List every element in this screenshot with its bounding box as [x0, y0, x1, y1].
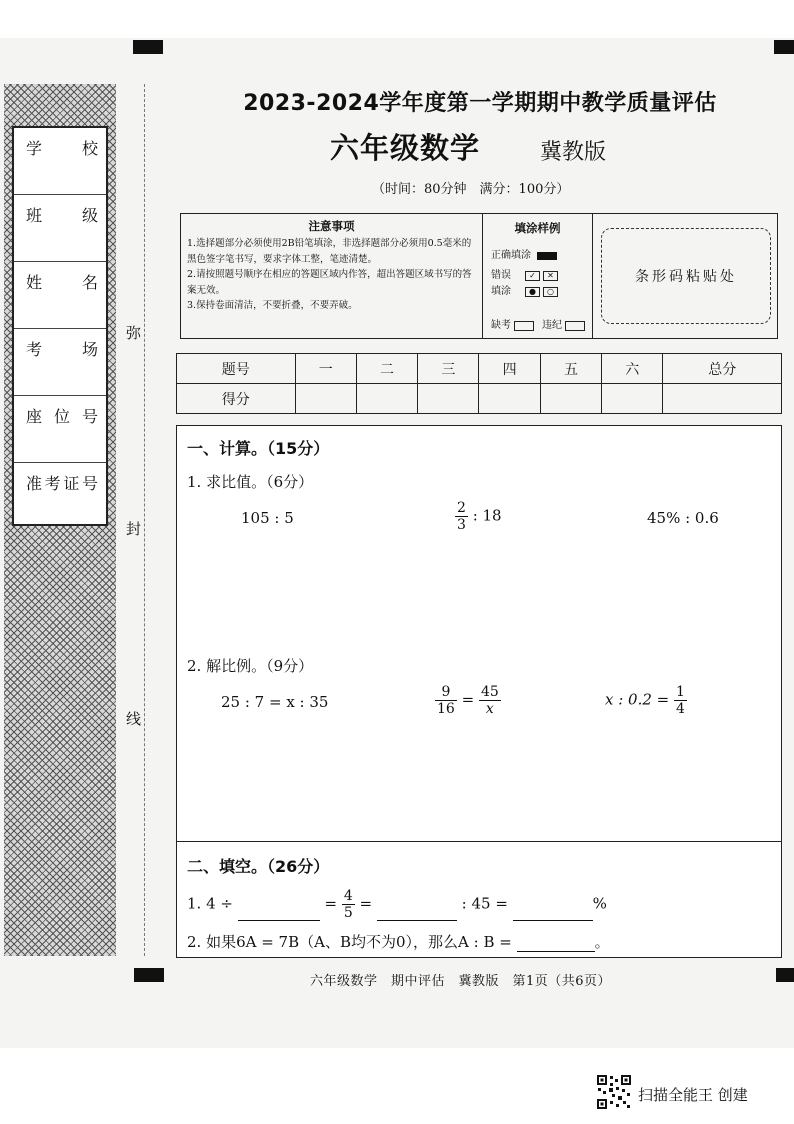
- score-header-cell: 一: [295, 354, 356, 384]
- notice-item: 2.请按照题号顺序在相应的答题区域内作答，超出答题区域书写的答案无效。: [187, 269, 472, 296]
- score-header-cell: 二: [356, 354, 417, 384]
- score-header-cell: 四: [479, 354, 540, 384]
- correct-fill-label: 正确填涂: [491, 250, 531, 261]
- score-table: [176, 353, 782, 414]
- fraction: $\frac{9}{16}$: [437, 684, 455, 717]
- fraction: $\frac{2}{3}$: [457, 500, 466, 533]
- proportion-expr-1: 25 : 7 = x : 35: [221, 693, 329, 711]
- ratio-expr-3: 45% : 0.6: [647, 509, 719, 527]
- fill-question-2: 2. 如果6A = 7B（A、B均不为0），那么A : B = 。: [187, 933, 610, 951]
- violation-label: 违纪: [542, 320, 562, 331]
- score-cell[interactable]: [602, 384, 663, 414]
- fraction: $\frac{45}{x}$: [480, 684, 499, 717]
- registration-mark: [776, 968, 794, 982]
- score-header-cell: 三: [418, 354, 479, 384]
- student-info-box: [12, 126, 108, 526]
- seal-char: 弥: [126, 324, 142, 342]
- score-header-cell: 题号: [177, 354, 296, 384]
- info-class-label: 班 级: [26, 206, 100, 225]
- notice-panel: [180, 213, 778, 339]
- notice-item: 3.保持卷面清洁，不要折叠，不要弄破。: [187, 300, 358, 311]
- subject-title: 六年级数学: [330, 131, 481, 165]
- score-cell[interactable]: [663, 384, 782, 414]
- seal-char: 封: [126, 520, 142, 538]
- ratio-expr-2: $\frac{2}{3}$ : 18: [457, 500, 502, 533]
- absent-box[interactable]: [514, 321, 534, 331]
- score-header-cell: 总分: [663, 354, 782, 384]
- edition-label: 冀教版: [540, 140, 607, 165]
- notice-heading: 注意事项: [308, 219, 355, 233]
- question-1-2: 2. 解比例。（9分）: [187, 657, 314, 675]
- exam-title: 2023-2024学年度第一学期期中教学质量评估: [243, 91, 717, 116]
- info-exam-id-label: 准考证号: [26, 474, 100, 493]
- info-room-label: 考 场: [26, 340, 100, 359]
- table-row: [177, 354, 782, 384]
- answer-blank[interactable]: [517, 936, 595, 952]
- answer-blank[interactable]: [238, 905, 320, 921]
- answer-blank[interactable]: [377, 905, 457, 921]
- registration-mark: [134, 968, 164, 982]
- time-info: （时间：80分钟 满分：100分）: [372, 182, 570, 197]
- score-cell[interactable]: [295, 384, 356, 414]
- score-row-label: 得分: [177, 384, 296, 414]
- dot-mark-icon: ●: [525, 287, 540, 297]
- fraction: $\frac{1}{4}$: [676, 684, 685, 717]
- seal-char: 线: [126, 710, 142, 728]
- answer-area: [176, 425, 782, 958]
- circle-mark-icon: ○: [543, 287, 558, 297]
- fill-question-1: 1. 4 ÷ = $\frac{4}{5}$ = : 45 = %: [187, 888, 607, 921]
- fill-label: 填涂: [491, 286, 511, 297]
- barcode-placeholder: 条形码粘贴处: [601, 228, 771, 324]
- page-footer: 六年级数学 期中评估 冀教版 第1页（共6页）: [310, 974, 612, 989]
- info-seat-label: 座 位 号: [26, 407, 100, 426]
- ratio-expr-1: 105 : 5: [241, 509, 294, 527]
- score-cell[interactable]: [356, 384, 417, 414]
- wrong-fill-label: 错误: [491, 270, 511, 281]
- info-name-label: 姓 名: [26, 273, 100, 292]
- filled-box-icon: [537, 252, 557, 260]
- question-1-1: 1. 求比值。（6分）: [187, 473, 314, 491]
- info-school-label: 学 校: [26, 139, 100, 158]
- answer-blank[interactable]: [513, 905, 593, 921]
- score-header-cell: 六: [602, 354, 663, 384]
- sample-heading: 填涂样例: [514, 221, 561, 235]
- table-row: [177, 384, 782, 414]
- cross-mark-icon: ✕: [543, 271, 558, 281]
- seal-line: [144, 84, 145, 956]
- proportion-expr-3: x : 0.2 = $\frac{1}{4}$: [605, 684, 685, 717]
- section2-title: 二、填空。（26分）: [187, 857, 330, 876]
- score-cell[interactable]: [418, 384, 479, 414]
- fraction: $\frac{4}{5}$: [343, 888, 353, 921]
- score-header-cell: 五: [540, 354, 601, 384]
- score-cell[interactable]: [540, 384, 601, 414]
- notice-instructions: [181, 214, 483, 338]
- barcode-area: [593, 214, 777, 338]
- score-cell[interactable]: [479, 384, 540, 414]
- qr-code-icon: [596, 1074, 632, 1110]
- fill-sample-panel: [483, 214, 593, 338]
- registration-mark: [133, 40, 163, 54]
- violation-box[interactable]: [565, 321, 585, 331]
- section1-title: 一、计算。（15分）: [187, 439, 330, 458]
- scan-watermark: 扫描全能王 创建: [638, 1086, 748, 1104]
- notice-item: 1.选择题部分必须使用2B铅笔填涂，非选择题部分必须用0.5毫米的黑色签字笔书写，要求字体工整，笔迹清楚。: [187, 238, 472, 265]
- proportion-expr-2: $\frac{9}{16}$ = $\frac{45}{x}$: [437, 684, 499, 717]
- check-mark-icon: ✓: [525, 271, 540, 281]
- absent-label: 缺考: [491, 320, 511, 331]
- registration-mark: [774, 40, 794, 54]
- section-divider: [177, 841, 781, 842]
